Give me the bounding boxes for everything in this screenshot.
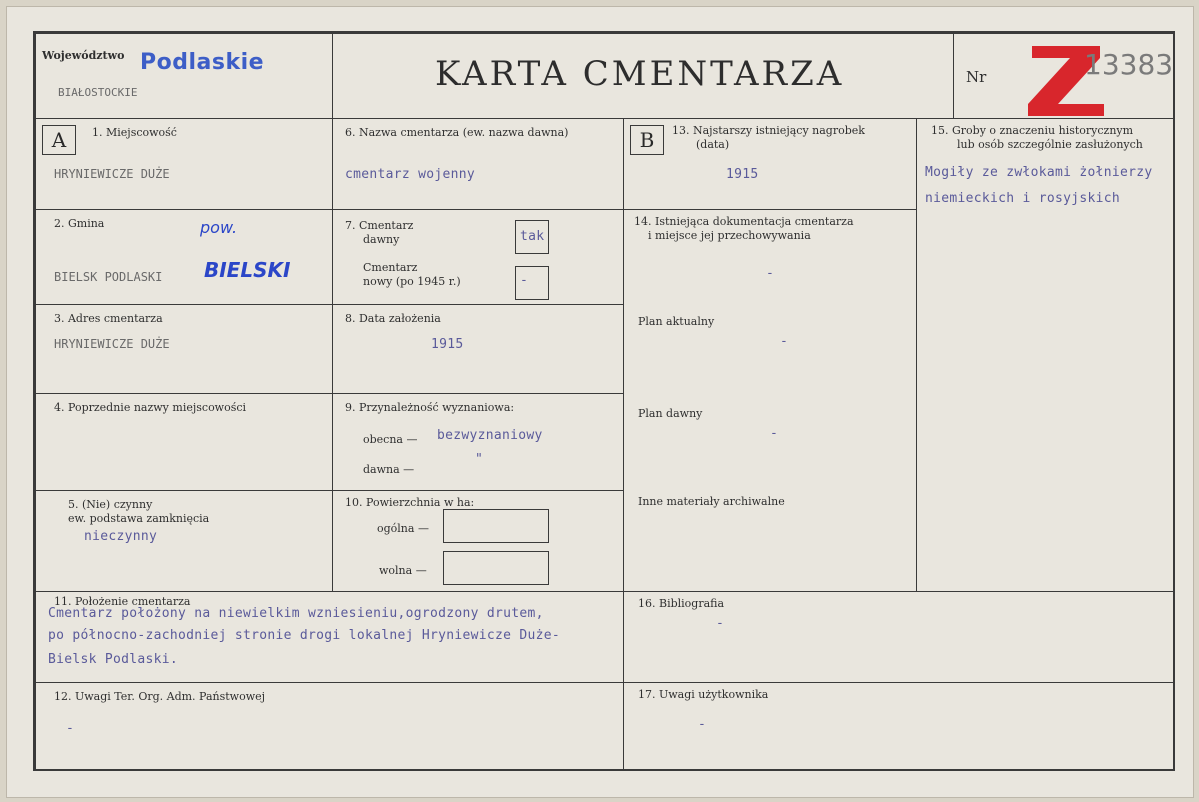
field-9-obecna-value: bezwyznaniowy bbox=[437, 428, 543, 443]
field-13-cell bbox=[623, 118, 917, 210]
field-3-value: HRYNIEWICZE DUŻE bbox=[54, 337, 170, 351]
field-8-cell bbox=[332, 304, 624, 394]
field-9-dawna-label: dawna — bbox=[363, 463, 415, 476]
plan-aktualny-value: - bbox=[780, 334, 789, 349]
field-13-value: 1915 bbox=[726, 167, 759, 182]
nr-label: Nr bbox=[966, 68, 987, 86]
field-14-label-1: 14. Istniejąca dokumentacja cmentarza bbox=[634, 215, 854, 228]
field-2-label: 2. Gmina bbox=[54, 217, 105, 230]
field-1-cell bbox=[35, 118, 333, 210]
field-5-label-1: 5. (Nie) czynny bbox=[68, 498, 153, 511]
field-5-cell bbox=[35, 490, 333, 592]
field-4-label: 4. Poprzednie nazwy miejscowości bbox=[54, 401, 247, 414]
field-8-label: 8. Data założenia bbox=[345, 312, 441, 325]
inne-materialy-label: Inne materiały archiwalne bbox=[638, 495, 785, 508]
field-11-label: 11. Położenie cmentarza bbox=[54, 595, 191, 608]
nr-value: 13383 bbox=[1084, 48, 1174, 81]
field-6-label: 6. Nazwa cmentarza (ew. nazwa dawna) bbox=[345, 126, 569, 139]
field-10-label: 10. Powierzchnia w ha: bbox=[345, 496, 475, 509]
field-7-dawny-box bbox=[515, 220, 549, 254]
field-7-label-3: Cmentarz bbox=[363, 261, 418, 274]
wojewodztwo-old-value: BIAŁOSTOCKIE bbox=[58, 86, 138, 99]
field-9-label: 9. Przynależność wyznaniowa: bbox=[345, 401, 515, 414]
field-7-dawny-value: tak bbox=[520, 229, 545, 244]
card-frame bbox=[33, 31, 1175, 771]
field-7-label-4: nowy (po 1945 r.) bbox=[363, 275, 461, 288]
plan-aktualny-label: Plan aktualny bbox=[638, 315, 715, 328]
field-14-value: - bbox=[766, 266, 775, 281]
field-13-label-1: 13. Najstarszy istniejący nagrobek bbox=[672, 124, 865, 137]
title-cell bbox=[332, 33, 954, 119]
field-11-line-3: Bielsk Podlaski. bbox=[48, 652, 179, 667]
field-2-handwritten-value: BIELSKI bbox=[204, 258, 291, 282]
field-7-label-1: 7. Cmentarz bbox=[345, 219, 414, 232]
field-1-label: 1. Miejscowość bbox=[92, 126, 177, 139]
field-5-value: nieczynny bbox=[84, 529, 158, 544]
field-5-label-2: ew. podstawa zamknięcia bbox=[68, 512, 210, 525]
field-16-label: 16. Bibliografia bbox=[638, 597, 725, 610]
field-3-cell bbox=[35, 304, 333, 394]
field-10-wolna-label: wolna — bbox=[379, 564, 427, 577]
field-16-value: - bbox=[716, 616, 725, 631]
field-10-ogolna-label: ogólna — bbox=[377, 522, 429, 535]
field-16-cell bbox=[623, 591, 1175, 683]
field-10-ogolna-box bbox=[443, 509, 549, 543]
field-17-value: - bbox=[698, 717, 707, 732]
field-7-nowy-box bbox=[515, 266, 549, 300]
field-1-value: HRYNIEWICZE DUŻE bbox=[54, 167, 170, 181]
field-11-line-2: po północno-zachodniej stronie drogi lokalnej Hryniewicze Duże- bbox=[48, 628, 560, 643]
field-2-cell bbox=[35, 209, 333, 305]
page-title: KARTA CMENTARZA bbox=[435, 54, 845, 94]
field-17-cell bbox=[623, 682, 1175, 771]
field-7-nowy-value: - bbox=[520, 273, 529, 288]
field-13-label-2: (data) bbox=[696, 138, 730, 151]
field-11-line-1: Cmentarz położony na niewielkim wzniesieniu,ogrodzony drutem, bbox=[48, 606, 544, 621]
field-15-cell bbox=[916, 118, 1175, 592]
cemetery-record-card bbox=[6, 6, 1194, 798]
field-2-value: BIELSK PODLASKI bbox=[54, 270, 163, 284]
field-9-obecna-label: obecna — bbox=[363, 433, 418, 446]
field-9-cell bbox=[332, 393, 624, 491]
field-6-value: cmentarz wojenny bbox=[345, 167, 476, 182]
field-8-value: 1915 bbox=[431, 337, 464, 352]
field-14-label-2: i miejsce jej przechowywania bbox=[648, 229, 811, 242]
field-7-label-2: dawny bbox=[363, 233, 400, 246]
wojewodztwo-stamp: Podlaskie bbox=[140, 50, 265, 75]
section-b-letter: B bbox=[630, 125, 664, 155]
field-6-cell bbox=[332, 118, 624, 210]
wojewodztwo-label: Województwo bbox=[42, 49, 125, 62]
field-15-line-1: Mogiły ze zwłokami żołnierzy bbox=[925, 165, 1153, 180]
field-11-cell bbox=[35, 591, 624, 683]
plan-dawny-value: - bbox=[770, 426, 779, 441]
field-15-label-2: lub osób szczególnie zasłużonych bbox=[957, 138, 1143, 151]
field-10-wolna-box bbox=[443, 551, 549, 585]
field-15-label-1: 15. Groby o znaczeniu historycznym bbox=[931, 124, 1134, 137]
field-12-cell bbox=[35, 682, 624, 771]
field-12-label: 12. Uwagi Ter. Org. Adm. Państwowej bbox=[54, 690, 266, 703]
section-a-letter: A bbox=[42, 125, 76, 155]
field-4-cell bbox=[35, 393, 333, 491]
field-15-line-2: niemieckich i rosyjskich bbox=[925, 191, 1121, 206]
field-10-cell bbox=[332, 490, 624, 592]
field-12-value: - bbox=[66, 721, 75, 736]
field-17-label: 17. Uwagi użytkownika bbox=[638, 688, 769, 701]
field-14-cell bbox=[623, 209, 917, 592]
wojewodztwo-cell bbox=[35, 33, 333, 119]
plan-dawny-label: Plan dawny bbox=[638, 407, 703, 420]
field-3-label: 3. Adres cmentarza bbox=[54, 312, 163, 325]
field-2-handwritten-label: pow. bbox=[200, 218, 238, 237]
nr-cell bbox=[953, 33, 1175, 119]
field-9-dawna-value: " bbox=[475, 452, 484, 467]
field-7-cell bbox=[332, 209, 624, 305]
